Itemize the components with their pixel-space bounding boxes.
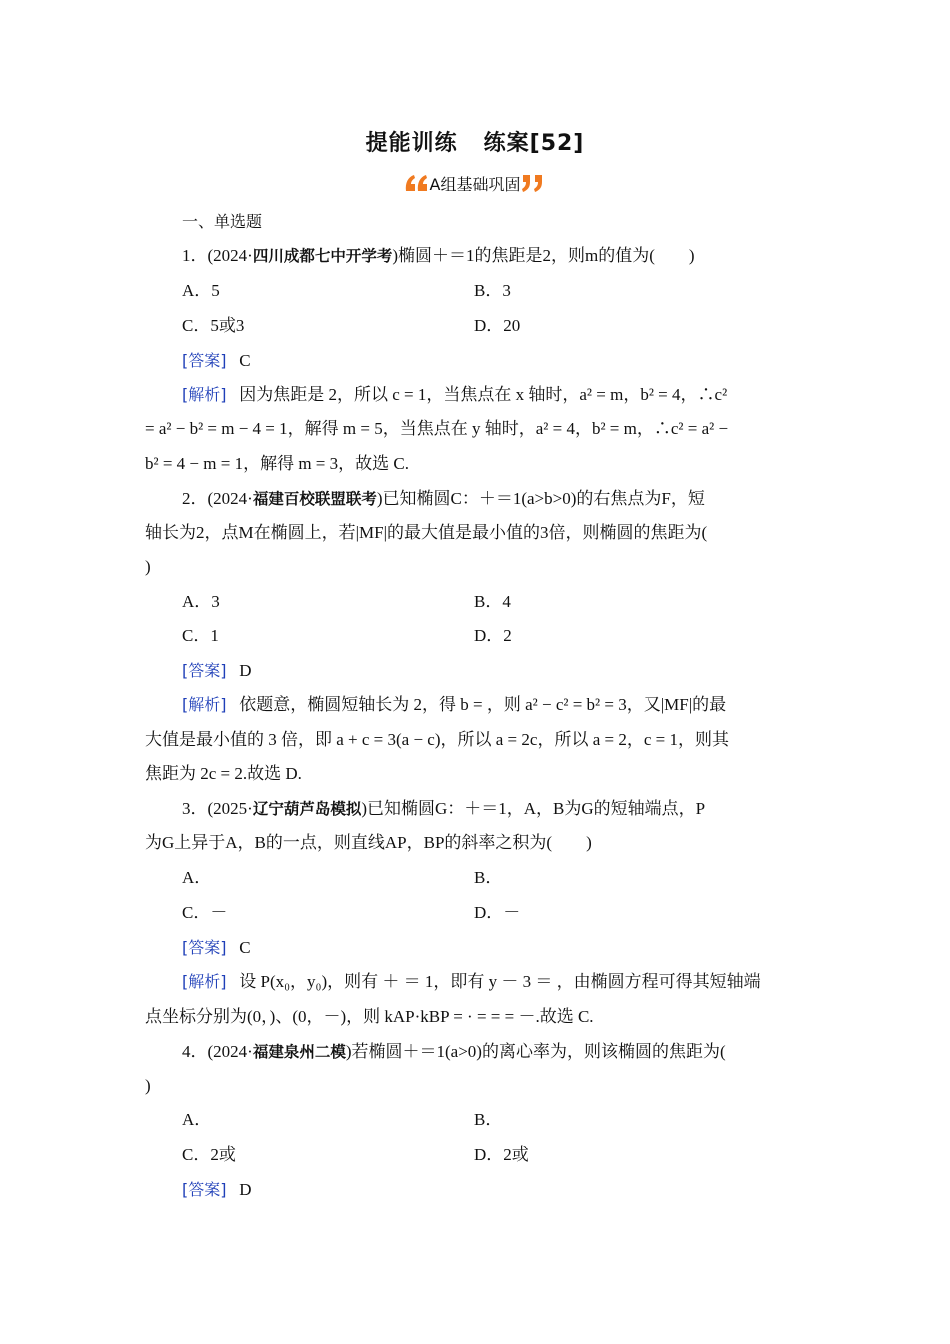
- q3-option-a: A．: [182, 868, 212, 887]
- q4-option-a: A．: [182, 1110, 212, 1129]
- title-part2: 练案[52]: [483, 131, 585, 156]
- q3-option-b: B．: [474, 868, 503, 887]
- title-part1: 提能训练: [365, 131, 458, 156]
- q2-option-d: D．2: [474, 626, 512, 645]
- q1-stem: 1．(2024·四川成都七中开学考)椭圆＋＝1的焦距是2，则m的值为( ): [182, 246, 695, 265]
- q3-source: 辽宁葫芦岛模拟: [252, 800, 362, 818]
- q1-source: 四川成都七中开学考: [252, 247, 393, 265]
- left-quote-icon: [404, 173, 430, 197]
- page-title: [0, 126, 950, 157]
- q4-answer: [答案] D: [182, 1180, 252, 1199]
- q2-source: 福建百校联盟联考: [252, 490, 377, 508]
- q1-answer: [答案] C: [182, 351, 251, 370]
- q1-option-d: D．20: [474, 316, 521, 335]
- q4-source: 福建泉州二模: [252, 1043, 346, 1061]
- q4-stem-1: 4．(2024·福建泉州二模)若椭圆＋＝1(a>0)的离心率为，则该椭圆的焦距为(: [182, 1042, 726, 1061]
- q1-analysis-3: b² = 4 − m = 1，解得 m = 3，故选 C.: [145, 454, 409, 473]
- q2-analysis-2: 大值是最小值的 3 倍，即 a + c = 3(a − c)，所以 a = 2c，所以 a = 2，c = 1，则其: [145, 730, 729, 749]
- section-heading: 一、单选题: [182, 212, 263, 231]
- q3-answer: [答案] C: [182, 938, 251, 957]
- group-banner: [0, 172, 950, 197]
- q2-option-a: A．3: [182, 592, 220, 611]
- q4-option-d: D．2或: [474, 1145, 529, 1164]
- q2-analysis-3: 焦距为 2c = 2.故选 D.: [145, 764, 302, 783]
- q1-option-a: A．5: [182, 281, 220, 300]
- q3-stem-2: 为G上异于A，B的一点，则直线AP，BP的斜率之积为( ): [145, 833, 592, 852]
- q3-stem-1: 3．(2025·辽宁葫芦岛模拟)已知椭圆G：＋＝1，A，B为G的短轴端点，P: [182, 799, 706, 818]
- q2-option-b: B．4: [474, 592, 511, 611]
- q2-analysis-1: [解析] 依题意，椭圆短轴长为 2，得 b = ，则 a² − c² = b² = 3，又|MF|的最: [182, 695, 727, 714]
- q4-stem-2: ): [145, 1076, 151, 1095]
- q3-analysis-2: 点坐标分别为(0，)、(0，－)，则 kAP·kBP = · = = = －.故选 C.: [145, 1007, 594, 1026]
- q1-analysis-2: = a² − b² = m − 4 = 1，解得 m = 5，当焦点在 y 轴时，a² = 4，b² = m，∴c² = a² −: [145, 419, 729, 438]
- group-label: A组基础巩固: [429, 175, 521, 194]
- q2-answer: [答案] D: [182, 661, 252, 680]
- q1-analysis-1: [解析] 因为焦距是 2，所以 c = 1，当焦点在 x 轴时，a² = m，b² = 4，∴c²: [182, 385, 728, 404]
- q2-stem-3: ): [145, 557, 151, 576]
- q3-option-c: C．－: [182, 903, 228, 922]
- q2-stem-1: 2．(2024·福建百校联盟联考)已知椭圆C：＋＝1(a>b>0)的右焦点为F，短: [182, 489, 705, 508]
- q2-option-c: C．1: [182, 626, 219, 645]
- q4-option-b: B．: [474, 1110, 503, 1129]
- q2-stem-2: 轴长为2，点M在椭圆上，若|MF|的最大值是最小值的3倍，则椭圆的焦距为(: [145, 523, 708, 542]
- q3-option-d: D．－: [474, 903, 521, 922]
- q1-option-c: C．5或3: [182, 316, 245, 335]
- q3-analysis-1: [解析] 设 P(x₀，y₀)，则有 ＋ ＝ 1，即有 y － 3 ＝ ，由椭圆方程可得其短轴端: [182, 972, 761, 991]
- q1-option-b: B．3: [474, 281, 511, 300]
- right-quote-icon: [520, 173, 546, 197]
- q4-option-c: C．2或: [182, 1145, 236, 1164]
